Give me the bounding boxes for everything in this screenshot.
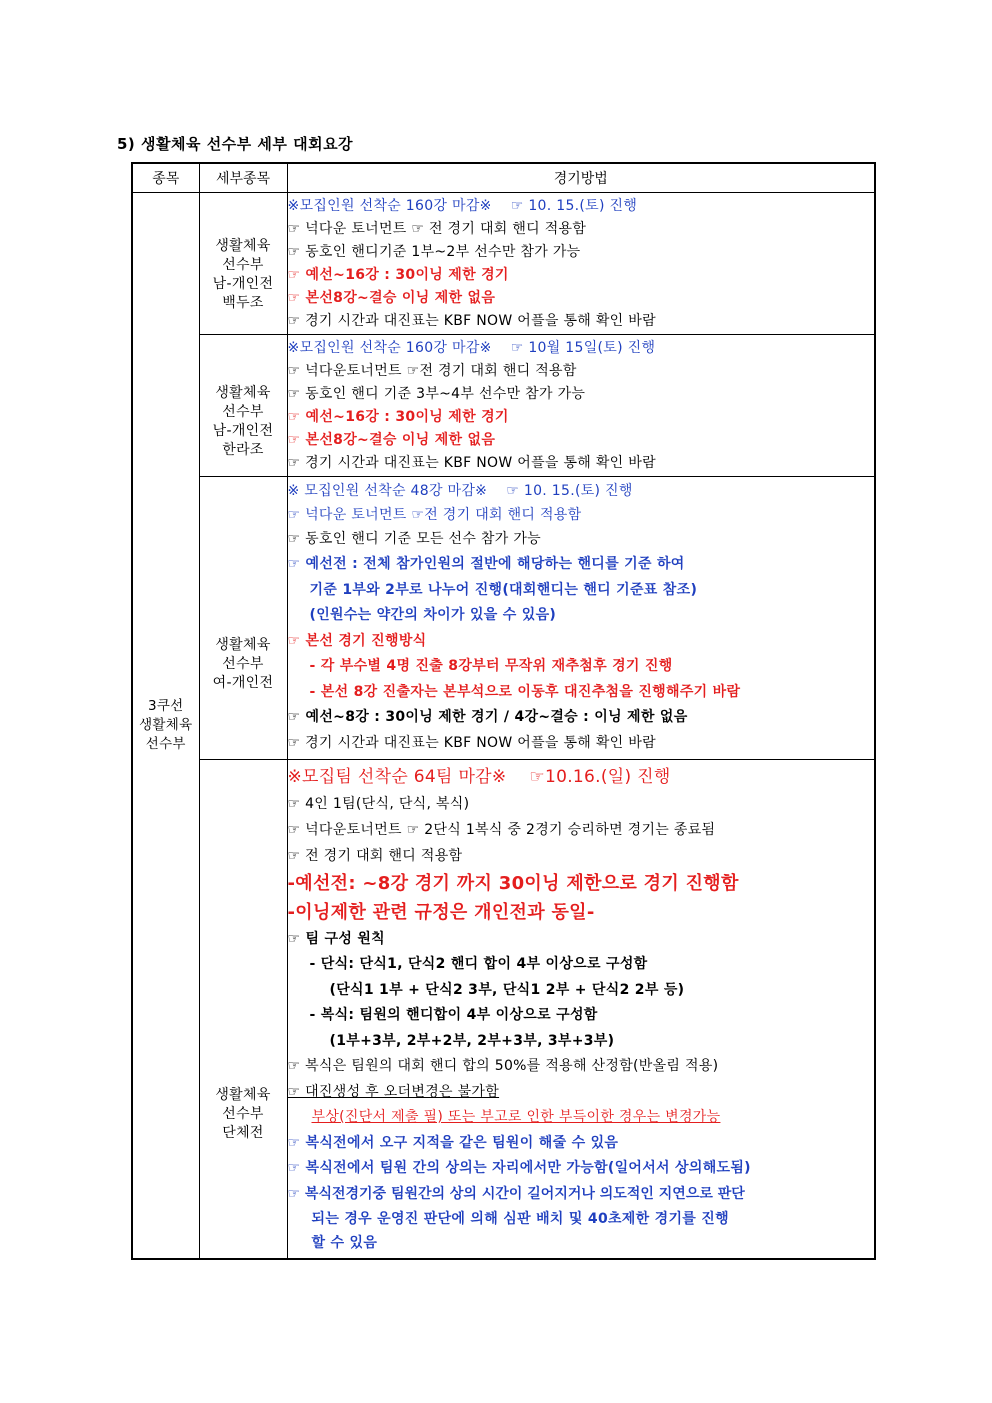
method-line: ☞ 동호인 핸디기준 1부~2부 선수만 참가 가능 [287,243,581,260]
method-line: -예선전: ~8강 경기 까지 30이닝 제한으로 경기 진행함 [287,872,739,894]
method-line: - 단식: 단식1, 단식2 핸디 합이 4부 이상으로 구성함 [309,956,648,973]
method-line: ☞ 예선~16강 : 30이닝 제한 경기 [287,408,509,425]
method-line: ☞ 넉다운 토너먼트 ☞ 전 경기 대회 핸디 적용함 [287,220,587,237]
subcategory-line: 생활체육 [215,636,271,653]
subcategory-line: 선수부 [222,256,264,273]
method-line: (인원수는 약간의 차이가 있을 수 있음) [309,607,557,624]
method-line: ☞ 대진생성 후 오더변경은 불가함 [287,1083,500,1100]
method-line: ☞ 본선 경기 진행방식 [287,632,427,649]
subcategory-line: 남-개인전 [212,275,274,292]
subcategory-line: 선수부 [222,655,264,672]
method-line: 기준 1부와 2부로 나누어 진행(대회핸디는 핸디 기준표 참조) [309,581,698,598]
category-line: 3쿠선 [147,698,184,714]
method-line: - 본선 8강 진출자는 본부석으로 이동후 대진추첨을 진행해주기 바람 [309,683,741,700]
method-line: ☞ 넉다운토너먼트 ☞ 2단식 1복식 중 2경기 승리하면 경기는 종료됨 [287,821,716,838]
category-line: 생활체육 [139,717,193,733]
method-line: ☞ 동호인 핸디 기준 3부~4부 선수만 참가 가능 [287,385,586,402]
subcategory-line: 선수부 [222,404,264,420]
method-line: ※모집팀 선착순 64팀 마감※ ☞10.16.(일) 진행 [287,766,671,787]
category-line: 선수부 [145,736,186,752]
subcategory-cell [199,193,287,335]
method-line: ☞ 복식전경기중 팀원간의 상의 시간이 길어지거나 의도적인 지연으로 판단 [287,1185,745,1202]
method-line: ☞ 복식은 팀원의 대회 핸디 합의 50%를 적용해 산정함(반올림 적용) [287,1058,719,1075]
method-line: ☞ 동호인 핸디 기준 모든 선수 참가 가능 [287,530,541,547]
subcategory-cell [199,760,287,1260]
subcategory-line: 백두조 [222,294,264,311]
method-line: ☞ 4인 1팀(단식, 단식, 복식) [287,795,470,812]
method-line: (1부+3부, 2부+2부, 2부+3부, 3부+3부) [329,1032,615,1049]
header-subcategory: 세부종목 [199,163,287,193]
method-line: ☞ 복식전에서 오구 지적을 같은 팀원이 해줄 수 있음 [287,1134,619,1151]
method-line: 할 수 있음 [311,1235,378,1252]
method-line: ☞ 예선전 : 전체 참가인원의 절반에 해당하는 핸디를 기준 하여 [287,556,685,573]
method-line: - 복식: 팀원의 핸디합이 4부 이상으로 구성함 [309,1007,598,1024]
method-line: ☞ 경기 시간과 대진표는 KBF NOW 어플을 통해 확인 바람 [287,734,656,751]
table-row [132,760,875,1260]
method-line: -이닝제한 관련 규정은 개인전과 동일- [287,901,595,923]
method-cell [287,760,875,1260]
method-line: ☞ 팀 구성 원칙 [287,930,385,947]
method-cell [287,335,875,477]
method-line: ☞ 예선~16강 : 30이닝 제한 경기 [287,266,509,283]
subcategory-line: 한라조 [222,442,264,458]
method-line: ☞ 경기 시간과 대진표는 KBF NOW 어플을 통해 확인 바람 [287,312,656,329]
method-line: - 각 부수별 4명 진출 8강부터 무작위 재추첨후 경기 진행 [309,658,673,675]
table-header-row [132,163,875,193]
method-line: ☞ 경기 시간과 대진표는 KBF NOW 어플을 통해 확인 바람 [287,454,656,471]
table-row [132,193,875,335]
section-title: 5) 생활체육 선수부 세부 대회요강 [117,135,354,153]
subcategory-line: 단체전 [222,1124,264,1141]
category-cell [132,193,199,1260]
subcategory-line: 여-개인전 [212,674,274,691]
subcategory-line: 선수부 [222,1105,264,1122]
rules-table [131,162,876,1260]
subcategory-cell [199,335,287,477]
subcategory-line: 생활체육 [215,1086,271,1103]
method-line: 부상(진단서 제출 필) 또는 부고로 인한 부득이한 경우는 변경가능 [311,1109,721,1126]
method-line: ☞ 본선8강~결승 이닝 제한 없음 [287,289,496,306]
method-line: (단식1 1부 + 단식2 3부, 단식1 2부 + 단식2 2부 등) [329,981,685,998]
method-cell [287,477,875,760]
method-line: ☞ 본선8강~결승 이닝 제한 없음 [287,431,496,448]
table-row [132,335,875,477]
subcategory-line: 생활체육 [215,385,271,401]
method-line: ☞ 넉다운토너먼트 ☞전 경기 대회 핸디 적용함 [287,362,577,379]
method-line: 되는 경우 운영진 판단에 의해 심판 배치 및 40초제한 경기를 진행 [311,1211,729,1228]
method-line: ※ 모집인원 선착순 48강 마감※ ☞ 10. 15.(토) 진행 [287,482,633,499]
header-category: 종목 [132,163,199,193]
method-line: ☞ 복식전에서 팀원 간의 상의는 자리에서만 가능함(일어서서 상의해도됨) [287,1160,751,1177]
method-line: ※모집인원 선착순 160강 마감※ ☞ 10월 15일(토) 진행 [287,339,656,356]
method-line: ☞ 예선~8강 : 30이닝 제한 경기 / 4강~결승 : 이닝 제한 없음 [287,709,688,726]
subcategory-line: 생활체육 [215,237,271,254]
table-row [132,477,875,760]
method-cell [287,193,875,335]
method-line: ☞ 전 경기 대회 핸디 적용함 [287,847,463,864]
subcategory-cell [199,477,287,760]
method-line: ※모집인원 선착순 160강 마감※ ☞ 10. 15.(토) 진행 [287,197,638,214]
header-method: 경기방법 [287,163,875,193]
subcategory-line: 남-개인전 [212,423,274,439]
method-line: ☞ 넉다운 토너먼트 ☞전 경기 대회 핸디 적용함 [287,506,582,523]
